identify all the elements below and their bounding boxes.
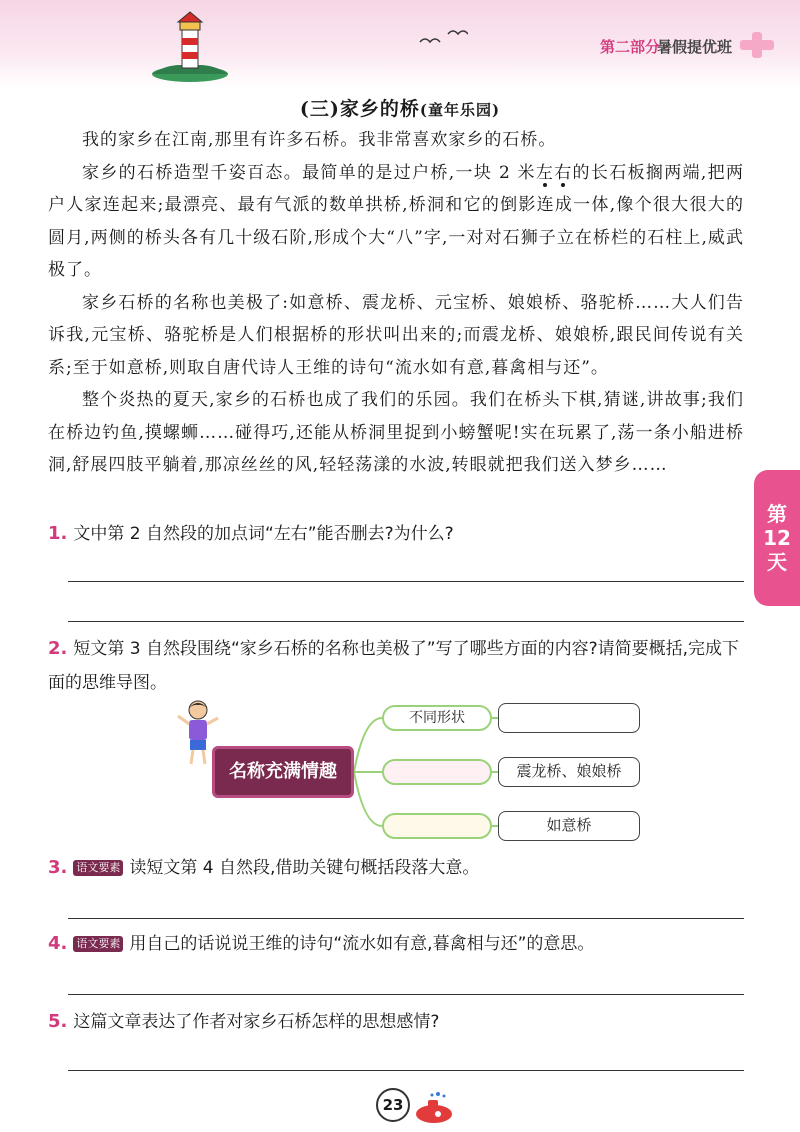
answer-line[interactable]: [68, 581, 744, 582]
question-text: 用自己的话说说王维的诗句“流水如有意,暮禽相与还”的意思。: [129, 934, 595, 954]
answer-line[interactable]: [68, 1070, 744, 1071]
passage: [48, 124, 744, 482]
day-tab-line3: 天: [767, 550, 787, 574]
dotted-char-you: 右: [554, 162, 573, 183]
question-2: [48, 632, 748, 700]
paragraph-3: 家乡石桥的名称也美极了:如意桥、震龙桥、元宝桥、娘娘桥、骆驼桥……大人们告诉我,元宝桥、骆驼桥是人们根据桥的形状叫出来的;而震龙桥、娘娘桥,跟民间传说有关系;至于如意桥,则取自唐代诗人王维的诗句“流水如有意,暮禽相与还”。: [48, 292, 744, 378]
mind-map: [150, 698, 670, 850]
mind-map-branch-label: 不同形状: [382, 705, 492, 731]
dotted-char-zuo: 左: [535, 162, 555, 183]
day-tab: [754, 470, 800, 606]
answer-line[interactable]: [68, 621, 744, 622]
paragraph-2-start: 家乡的石桥造型千姿百态。最简单的是过户桥,一块 2 米: [82, 162, 536, 183]
skill-badge: 语文要素: [73, 936, 123, 952]
answer-line[interactable]: [68, 994, 744, 995]
question-number: 2.: [48, 638, 68, 659]
day-tab-line2: 12: [763, 526, 791, 550]
question-number: 4.: [48, 933, 68, 954]
question-text: 这篇文章表达了作者对家乡石桥怎样的思想感情?: [73, 1012, 440, 1032]
mind-map-answer-blank[interactable]: [498, 703, 640, 733]
question-number: 5.: [48, 1011, 68, 1032]
mind-map-answer-box: 如意桥: [498, 811, 640, 841]
paragraph-2-end: 的长石板搁两端,把两户人家连起来;最漂亮、最有气派的数单拱桥,桥洞和它的倒影连成一体,像个很大很大的圆月,两侧的桥头各有几十级石阶,形成个大“八”字,一对对石狮子立在桥栏的石柱上,威武极了。: [48, 162, 745, 280]
mind-map-branch-blank[interactable]: [382, 759, 492, 785]
mind-map-branch-blank[interactable]: [382, 813, 492, 839]
page-number: 23: [376, 1088, 410, 1122]
section-label: 第二部分: [599, 38, 660, 56]
question-4: [48, 928, 748, 960]
question-text: 读短文第 4 自然段,借助关键句概括段落大意。: [129, 858, 480, 878]
title-sub: (童年乐园): [419, 101, 501, 119]
question-text: 文中第 2 自然段的加点词“左右”能否删去?为什么?: [73, 524, 454, 544]
birds-icon: [418, 26, 468, 48]
question-5: [48, 1006, 748, 1038]
passage-title: [0, 94, 800, 121]
question-number: 1.: [48, 523, 68, 544]
paragraph-1: 我的家乡在江南,那里有许多石桥。我非常喜欢家乡的石桥。: [82, 130, 557, 150]
day-tab-line1: 第: [767, 502, 787, 526]
question-3: [48, 852, 748, 884]
submarine-icon: [408, 1090, 456, 1126]
paragraph-2: [48, 157, 744, 287]
book-label: 暑假提优班: [656, 38, 732, 56]
header-decoration-icon: [736, 30, 780, 60]
question-text: 短文第 3 自然段围绕“家乡石桥的名称也美极了”写了哪些方面的内容?请简要概括,完成下面的思维导图。: [48, 639, 740, 693]
title-main: (三)家乡的桥: [299, 98, 420, 120]
mind-map-answer-box: 震龙桥、娘娘桥: [498, 757, 640, 787]
answer-line[interactable]: [68, 918, 744, 919]
question-1: [48, 518, 748, 550]
paragraph-4: 整个炎热的夏天,家乡的石桥也成了我们的乐园。我们在桥头下棋,猜谜,讲故事;我们在桥边钓鱼,摸螺蛳……碰得巧,还能从桥洞里捉到小螃蟹呢!实在玩累了,荡一条小船进桥洞,舒展四肢平躺着,那凉丝丝的风,轻轻荡漾的水波,转眼就把我们送入梦乡……: [48, 390, 744, 475]
question-number: 3.: [48, 857, 68, 878]
header-band: [0, 0, 800, 88]
mind-map-root: 名称充满情趣: [212, 746, 354, 798]
lighthouse-icon: [150, 6, 230, 82]
skill-badge: 语文要素: [73, 860, 123, 876]
